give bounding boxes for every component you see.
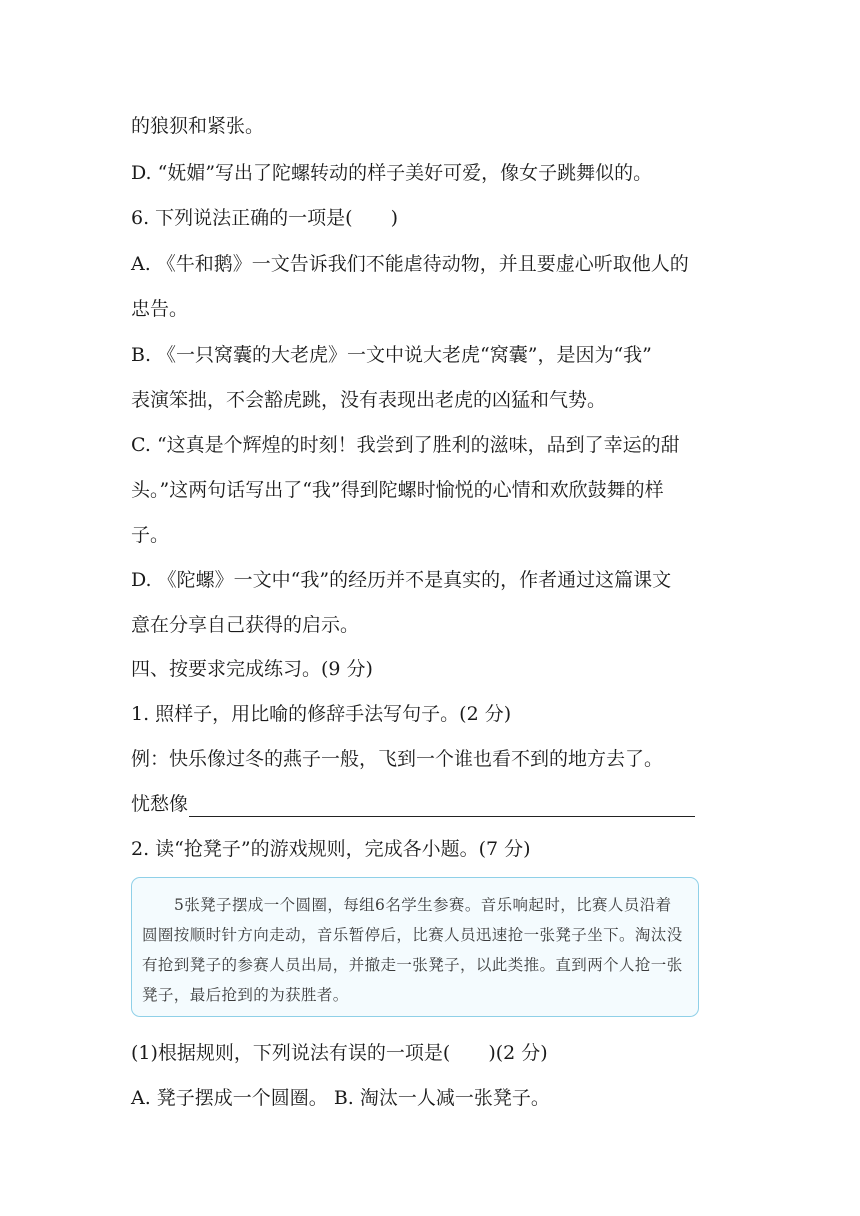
options-a-b: A. 凳子摆成一个圆圈。 B. 淘汰一人减一张凳子。 xyxy=(131,1087,550,1109)
option-d-text: D. 《陀螺》一文中“我”的经历并不是真实的，作者通过这篇课文 xyxy=(131,569,672,591)
answer-line xyxy=(131,791,695,817)
text-line: 忠告。 xyxy=(131,298,189,320)
option-b-text: B. 《一只窝囊的大老虎》一文中说大老虎“窝囊”，是因为“我” xyxy=(131,344,652,366)
question-1: 1. 照样子，用比喻的修辞手法写句子。(2 分) xyxy=(131,703,512,725)
example-sentence: 例：快乐像过冬的燕子一般，飞到一个谁也看不到的地方去了。 xyxy=(131,748,664,770)
game-rules-text: 5张凳子摆成一个圆圈，每组6名学生参赛。音乐响起时，比赛人员沿着圆圈按顺时针方向走动，音乐暂停后，比赛人员迅速抢一张凳子坐下。淘汰没有抢到凳子的参赛人员出局，并撤走一张凳子，以此类推。直到两个人抢一张凳子，最后抢到的为获胜者。 xyxy=(142,896,683,1004)
answer-blank[interactable] xyxy=(189,794,695,817)
section-four-heading: 四、按要求完成练习。(9 分) xyxy=(131,658,373,680)
text-line: 头。”这两句话写出了“我”得到陀螺时愉悦的心情和欢欣鼓舞的样 xyxy=(131,479,664,501)
text-line: 表演笨拙，不会豁虎跳，没有表现出老虎的凶猛和气势。 xyxy=(131,389,607,411)
sub-question-1: (1)根据规则，下列说法有误的一项是( )(2 分) xyxy=(131,1042,548,1064)
game-rules-box xyxy=(131,877,699,1017)
option-d-text: D. “妩媚”写出了陀螺转动的样子美好可爱，像女子跳舞似的。 xyxy=(131,162,653,184)
text-line: 的狼狈和紧张。 xyxy=(131,115,265,137)
text-line: 意在分享自己获得的启示。 xyxy=(131,614,360,636)
option-c-text: C. “这真是个辉煌的时刻！我尝到了胜利的滋味，品到了幸运的甜 xyxy=(131,434,680,456)
question-6: 6. 下列说法正确的一项是( ) xyxy=(131,207,398,229)
answer-prompt: 忧愁像 xyxy=(131,793,189,815)
text-line: 子。 xyxy=(131,524,170,546)
question-2: 2. 读“抢凳子”的游戏规则，完成各小题。(7 分) xyxy=(131,838,531,860)
option-a-text: A. 《牛和鹅》一文告诉我们不能虐待动物，并且要虚心听取他人的 xyxy=(131,253,689,275)
